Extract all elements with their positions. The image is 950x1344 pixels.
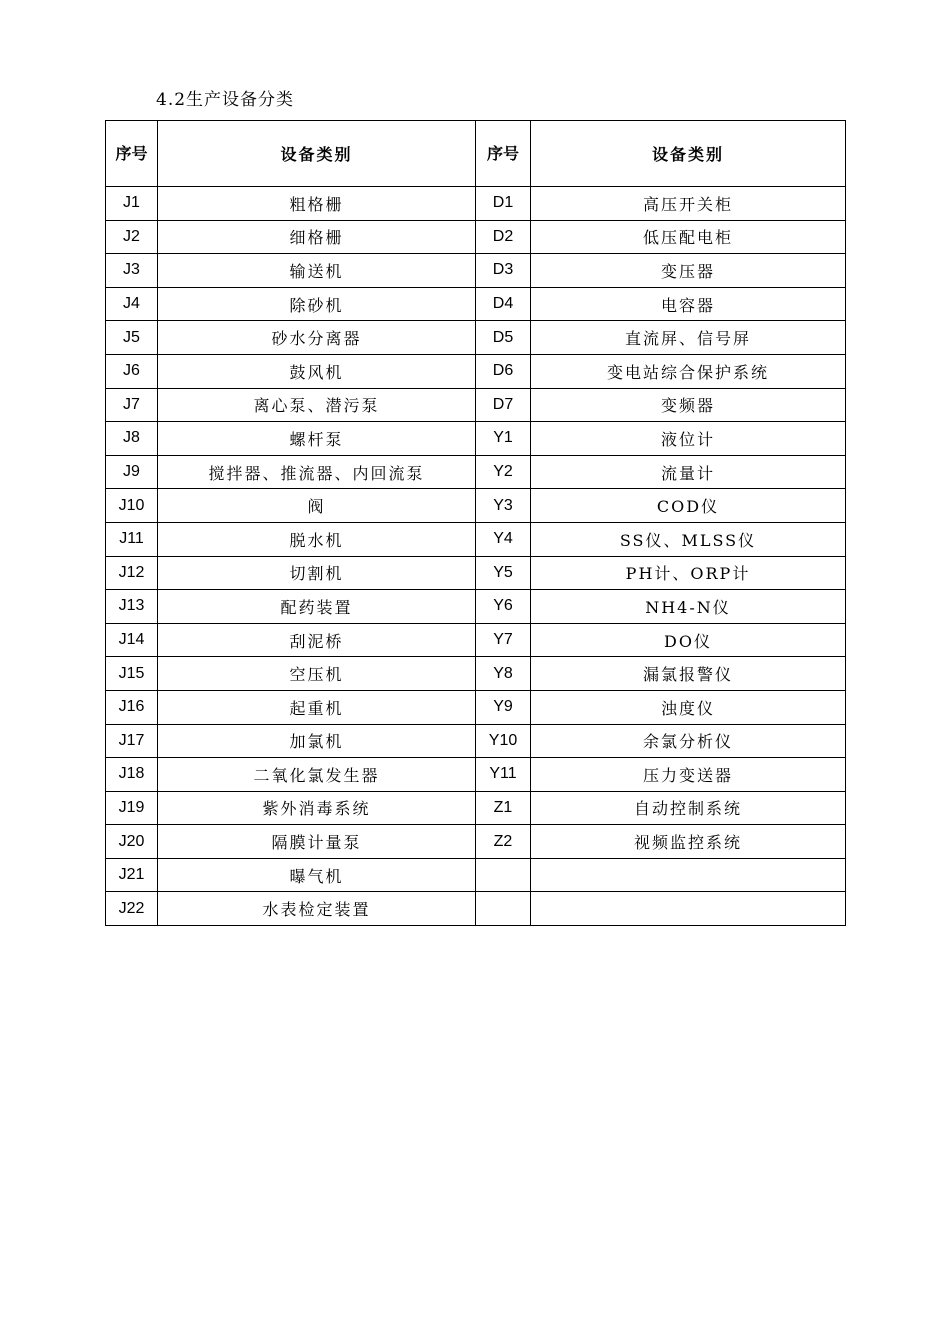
serial-right-cell: Y2 [476,455,531,489]
serial-left-cell: J15 [106,657,158,691]
table-row [106,724,846,758]
header-serial-right: 序号 [476,121,531,187]
table-row [106,690,846,724]
table-row [106,791,846,825]
category-left-cell: 切割机 [158,556,476,590]
serial-left-cell: J1 [106,187,158,221]
table-row [106,220,846,254]
serial-left-cell: J9 [106,455,158,489]
table-row [106,623,846,657]
serial-left-cell: J13 [106,590,158,624]
category-right-cell: 液位计 [531,422,846,456]
category-right-cell [531,858,846,892]
table-row [106,321,846,355]
table-row [106,892,846,926]
category-right-cell: 变压器 [531,254,846,288]
serial-right-cell [476,892,531,926]
serial-left-cell: J12 [106,556,158,590]
table-row [106,858,846,892]
category-left-cell: 隔膜计量泵 [158,825,476,859]
category-left-cell: 配药装置 [158,590,476,624]
category-left-cell: 除砂机 [158,287,476,321]
serial-right-cell: Z2 [476,825,531,859]
table-row [106,657,846,691]
serial-left-cell: J5 [106,321,158,355]
serial-left-cell: J4 [106,287,158,321]
serial-right-cell: Y4 [476,522,531,556]
serial-left-cell: J14 [106,623,158,657]
serial-right-cell [476,858,531,892]
table-header-row [106,121,846,187]
serial-left-cell: J21 [106,858,158,892]
category-right-cell: 自动控制系统 [531,791,846,825]
header-category-right: 设备类别 [531,121,846,187]
category-left-cell: 脱水机 [158,522,476,556]
category-right-cell: 电容器 [531,287,846,321]
category-right-cell: 变频器 [531,388,846,422]
category-left-cell: 搅拌器、推流器、内回流泵 [158,455,476,489]
table-row [106,522,846,556]
equipment-category-table [105,120,846,926]
serial-left-cell: J19 [106,791,158,825]
category-right-cell: 漏氯报警仪 [531,657,846,691]
category-right-cell: 压力变送器 [531,758,846,792]
category-left-cell: 粗格栅 [158,187,476,221]
serial-left-cell: J10 [106,489,158,523]
table-row [106,825,846,859]
table-row [106,354,846,388]
category-left-cell: 水表检定装置 [158,892,476,926]
serial-right-cell: D1 [476,187,531,221]
category-right-cell: SS仪、MLSS仪 [531,522,846,556]
category-left-cell: 输送机 [158,254,476,288]
category-left-cell: 离心泵、潜污泵 [158,388,476,422]
category-right-cell [531,892,846,926]
category-left-cell: 二氧化氯发生器 [158,758,476,792]
category-right-cell: 低压配电柜 [531,220,846,254]
category-right-cell: 高压开关柜 [531,187,846,221]
category-left-cell: 空压机 [158,657,476,691]
category-left-cell: 紫外消毒系统 [158,791,476,825]
serial-left-cell: J11 [106,522,158,556]
category-right-cell: 流量计 [531,455,846,489]
table-row [106,422,846,456]
category-right-cell: NH4-N仪 [531,590,846,624]
serial-left-cell: J6 [106,354,158,388]
category-left-cell: 螺杆泵 [158,422,476,456]
section-heading: 4.2生产设备分类 [156,90,295,110]
category-left-cell: 刮泥桥 [158,623,476,657]
serial-right-cell: Y9 [476,690,531,724]
serial-left-cell: J3 [106,254,158,288]
serial-right-cell: Y3 [476,489,531,523]
serial-left-cell: J18 [106,758,158,792]
serial-right-cell: Y11 [476,758,531,792]
header-category-left: 设备类别 [158,121,476,187]
serial-right-cell: D4 [476,287,531,321]
serial-left-cell: J7 [106,388,158,422]
serial-left-cell: J22 [106,892,158,926]
serial-left-cell: J20 [106,825,158,859]
serial-right-cell: D6 [476,354,531,388]
table-row [106,556,846,590]
category-left-cell: 起重机 [158,690,476,724]
category-left-cell: 曝气机 [158,858,476,892]
category-right-cell: COD仪 [531,489,846,523]
category-right-cell: 视频监控系统 [531,825,846,859]
category-left-cell: 加氯机 [158,724,476,758]
category-right-cell: PH计、ORP计 [531,556,846,590]
category-left-cell: 细格栅 [158,220,476,254]
serial-right-cell: D7 [476,388,531,422]
category-left-cell: 阀 [158,489,476,523]
serial-right-cell: Y5 [476,556,531,590]
table-row [106,758,846,792]
category-left-cell: 鼓风机 [158,354,476,388]
category-right-cell: 浊度仪 [531,690,846,724]
table-row [106,489,846,523]
serial-right-cell: D5 [476,321,531,355]
table-row [106,590,846,624]
table-body [106,187,846,926]
category-right-cell: 余氯分析仪 [531,724,846,758]
serial-right-cell: D3 [476,254,531,288]
table-row [106,287,846,321]
category-right-cell: DO仪 [531,623,846,657]
table-row [106,187,846,221]
category-right-cell: 直流屏、信号屏 [531,321,846,355]
category-left-cell: 砂水分离器 [158,321,476,355]
serial-left-cell: J16 [106,690,158,724]
serial-left-cell: J17 [106,724,158,758]
serial-right-cell: Y10 [476,724,531,758]
serial-right-cell: D2 [476,220,531,254]
table-row [106,254,846,288]
serial-right-cell: Z1 [476,791,531,825]
category-right-cell: 变电站综合保护系统 [531,354,846,388]
table-row [106,455,846,489]
serial-right-cell: Y8 [476,657,531,691]
serial-right-cell: Y1 [476,422,531,456]
table-row [106,388,846,422]
serial-left-cell: J8 [106,422,158,456]
serial-right-cell: Y6 [476,590,531,624]
serial-left-cell: J2 [106,220,158,254]
serial-right-cell: Y7 [476,623,531,657]
header-serial-left: 序号 [106,121,158,187]
